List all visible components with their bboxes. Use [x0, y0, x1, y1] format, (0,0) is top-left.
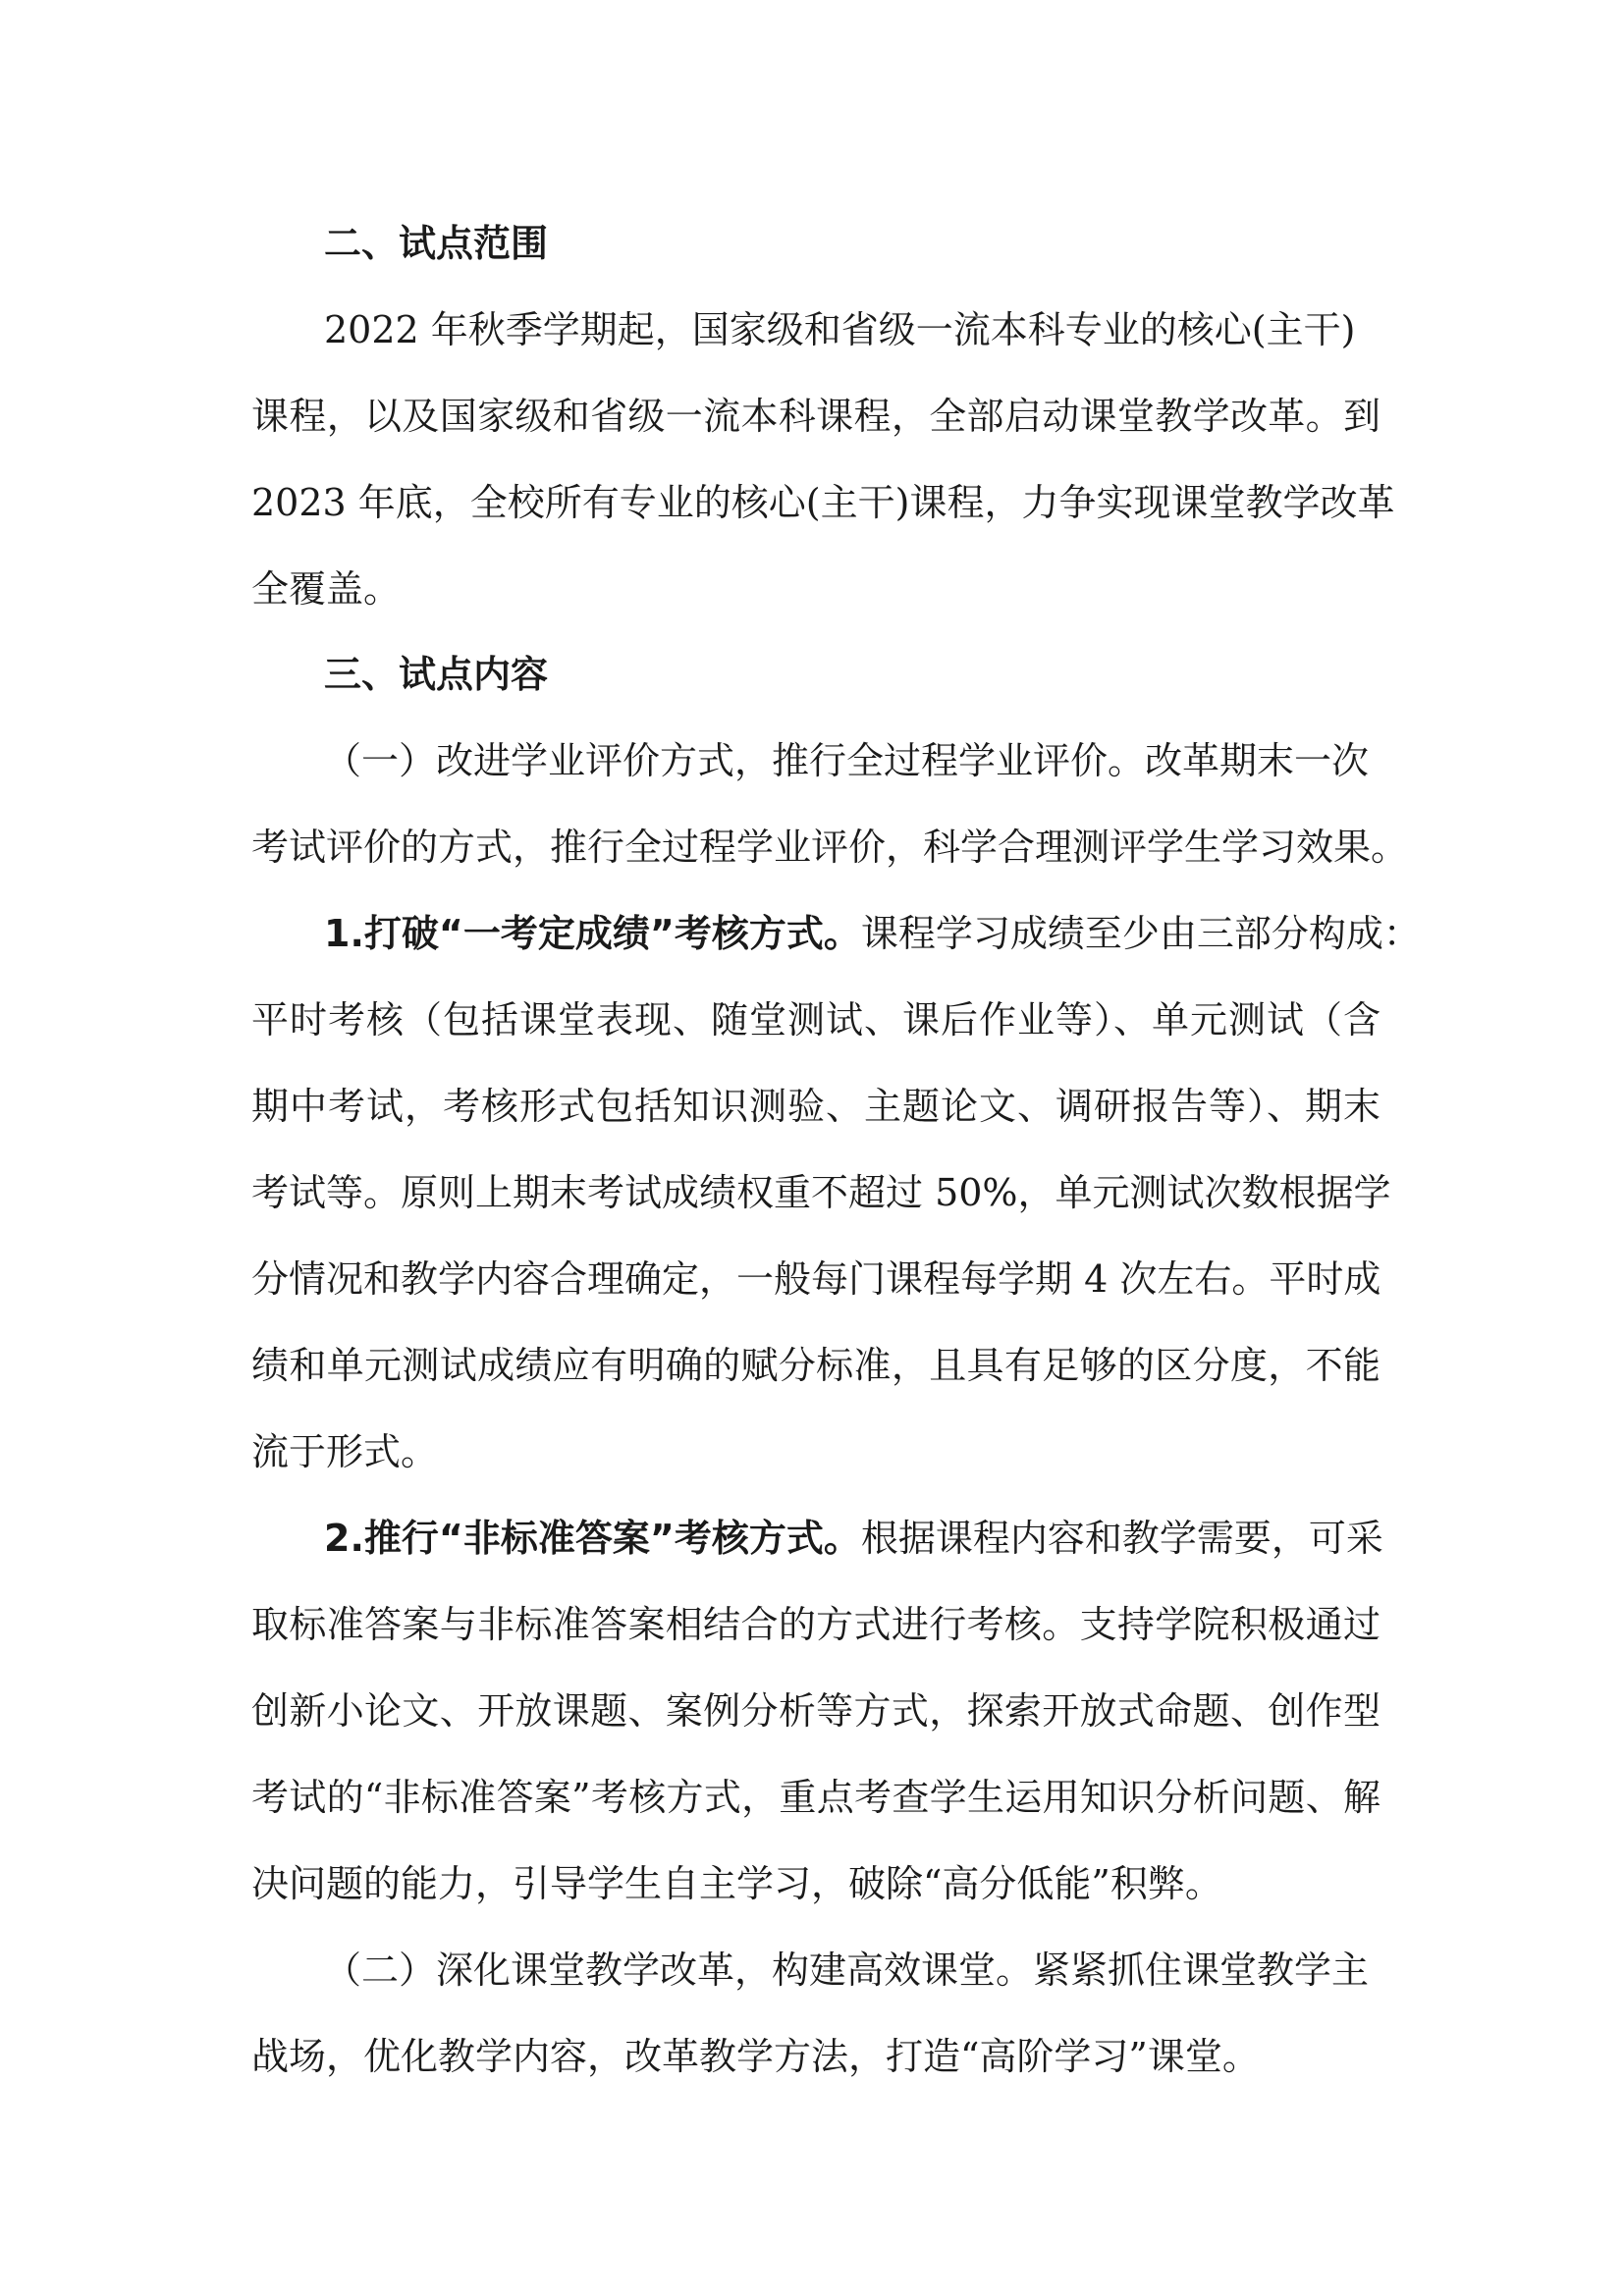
paragraph-line: 取标准答案与非标准答案相结合的方式进行考核。支持学院积极通过: [251, 1603, 1380, 1646]
paragraph-line: 考试的“非标准答案”考核方式，重点考查学生运用知识分析问题、解: [251, 1776, 1380, 1819]
paragraph-line: （一）改进学业评价方式，推行全过程学业评价。改革期末一次: [324, 739, 1370, 782]
paragraph-line: 课程，以及国家级和省级一流本科课程，全部启动课堂教学改革。到: [251, 395, 1380, 438]
paragraph-line: 平时考核（包括课堂表现、随堂测试、课后作业等）、单元测试（含: [251, 998, 1380, 1041]
item-title: 1.打破“一考定成绩”考核方式。: [324, 912, 861, 955]
section-heading: 三、试点内容: [324, 653, 549, 696]
paragraph-line: 绩和单元测试成绩应有明确的赋分标准，且具有足够的区分度，不能: [251, 1344, 1380, 1387]
paragraph-line: 分情况和教学内容合理确定，一般每门课程每学期 4 次左右。平时成: [251, 1257, 1381, 1301]
paragraph-line: 考试等。原则上期末考试成绩权重不超过 50%，单元测试次数根据学: [251, 1171, 1391, 1214]
paragraph-line: 期中考试，考核形式包括知识测验、主题论文、调研报告等）、期末: [251, 1085, 1380, 1128]
paragraph-line: 全覆盖。: [251, 567, 402, 611]
paragraph-line: 流于形式。: [251, 1430, 439, 1473]
paragraph-line: 决问题的能力，引导学生自主学习，破除“高分低能”积弊。: [251, 1862, 1222, 1905]
item-text: 根据课程内容和教学需要，可采: [860, 1517, 1383, 1560]
section-heading: 二、试点范围: [324, 222, 549, 265]
paragraph-line: （二）深化课堂教学改革，构建高效课堂。紧紧抓住课堂教学主: [324, 1949, 1370, 1992]
paragraph-line: [324, 1517, 1383, 1560]
item-title: 2.推行“非标准答案”考核方式。: [324, 1517, 861, 1560]
paragraph-line: 创新小论文、开放课题、案例分析等方式，探索开放式命题、创作型: [251, 1689, 1380, 1733]
paragraph-line: 2022 年秋季学期起，国家级和省级一流本科专业的核心(主干): [324, 308, 1356, 351]
paragraph-line: [324, 912, 1421, 955]
item-text: 课程学习成绩至少由三部分构成：: [860, 912, 1421, 955]
paragraph-line: 2023 年底，全校所有专业的核心(主干)课程，力争实现课堂教学改革: [251, 481, 1395, 524]
paragraph-line: 战场，优化教学内容，改革教学方法，打造“高阶学习”课堂。: [251, 2035, 1260, 2078]
paragraph-line: 考试评价的方式，推行全过程学业评价，科学合理测评学生学习效果。: [251, 826, 1409, 869]
